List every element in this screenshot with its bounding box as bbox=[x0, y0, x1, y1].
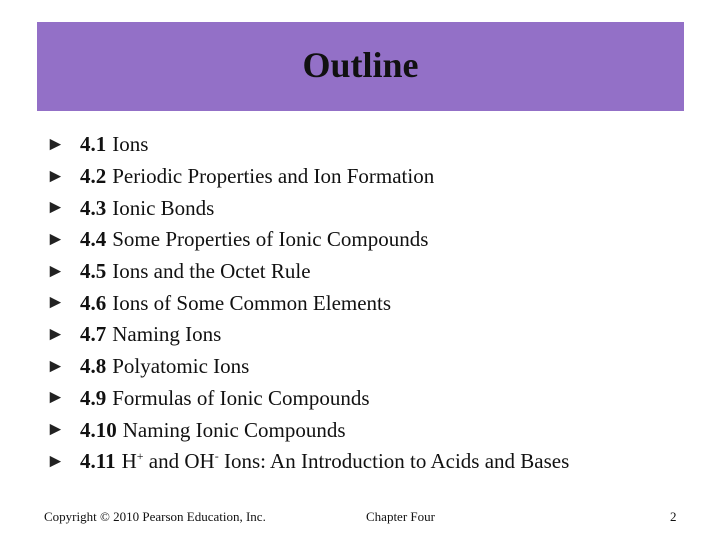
bullet-arrow-icon: ► bbox=[46, 355, 65, 377]
bullet-arrow-icon: ► bbox=[46, 323, 65, 345]
bullet-arrow-icon: ► bbox=[46, 450, 65, 472]
list-item bbox=[46, 192, 569, 224]
footer-page-number: 2 bbox=[670, 509, 677, 524]
charge-minus: - bbox=[214, 449, 219, 464]
bullet-arrow-icon: ► bbox=[46, 133, 65, 155]
bullet-arrow-icon: ► bbox=[46, 419, 65, 441]
section-title: Naming Ions bbox=[112, 322, 222, 347]
list-item bbox=[46, 224, 569, 256]
section-title: Formulas of Ionic Compounds bbox=[112, 385, 370, 410]
section-title: Ions bbox=[112, 132, 149, 157]
bullet-arrow-icon: ► bbox=[46, 165, 65, 187]
list-item bbox=[46, 383, 569, 415]
section-title: Periodic Properties and Ion Formation bbox=[112, 164, 435, 189]
section-number: 4.4 bbox=[80, 227, 107, 252]
section-title: Naming Ionic Compounds bbox=[122, 417, 346, 442]
outline-list bbox=[46, 129, 569, 478]
list-item bbox=[46, 161, 569, 193]
list-item bbox=[46, 129, 569, 161]
section-number: 4.1 bbox=[80, 132, 107, 157]
footer-copyright: Copyright © 2010 Pearson Education, Inc. bbox=[44, 509, 266, 524]
bullet-arrow-icon: ► bbox=[46, 387, 65, 409]
section-title bbox=[122, 449, 570, 474]
hydroxide-ion: OH bbox=[184, 449, 215, 474]
section-title: Ions and the Octet Rule bbox=[112, 259, 311, 284]
list-item bbox=[46, 446, 569, 478]
footer-chapter: Chapter Four bbox=[366, 509, 435, 524]
section-number: 4.6 bbox=[80, 290, 107, 315]
section-number: 4.9 bbox=[80, 385, 107, 410]
list-item bbox=[46, 287, 569, 319]
section-number: 4.3 bbox=[80, 195, 107, 220]
slide-title: Outline bbox=[302, 44, 419, 85]
section-number: 4.7 bbox=[80, 322, 107, 347]
section-title: Some Properties of Ionic Compounds bbox=[112, 227, 429, 252]
section-number: 4.11 bbox=[80, 449, 116, 474]
bullet-arrow-icon: ► bbox=[46, 260, 65, 282]
title-bar bbox=[37, 22, 684, 111]
section-number: 4.5 bbox=[80, 259, 107, 284]
section-title-rest: Ions: An Introduction to Acids and Bases bbox=[223, 449, 570, 474]
list-item bbox=[46, 319, 569, 351]
list-item bbox=[46, 414, 569, 446]
charge-plus: + bbox=[136, 449, 144, 464]
section-number: 4.2 bbox=[80, 164, 107, 189]
conjunction: and bbox=[148, 449, 180, 474]
list-item bbox=[46, 256, 569, 288]
section-title: Ionic Bonds bbox=[112, 195, 215, 220]
section-title: Polyatomic Ions bbox=[112, 354, 250, 379]
hydrogen-ion: H bbox=[121, 449, 137, 474]
section-number: 4.10 bbox=[80, 417, 117, 442]
section-title: Ions of Some Common Elements bbox=[112, 290, 392, 315]
bullet-arrow-icon: ► bbox=[46, 228, 65, 250]
bullet-arrow-icon: ► bbox=[46, 197, 65, 219]
section-number: 4.8 bbox=[80, 354, 107, 379]
bullet-arrow-icon: ► bbox=[46, 292, 65, 314]
list-item bbox=[46, 351, 569, 383]
